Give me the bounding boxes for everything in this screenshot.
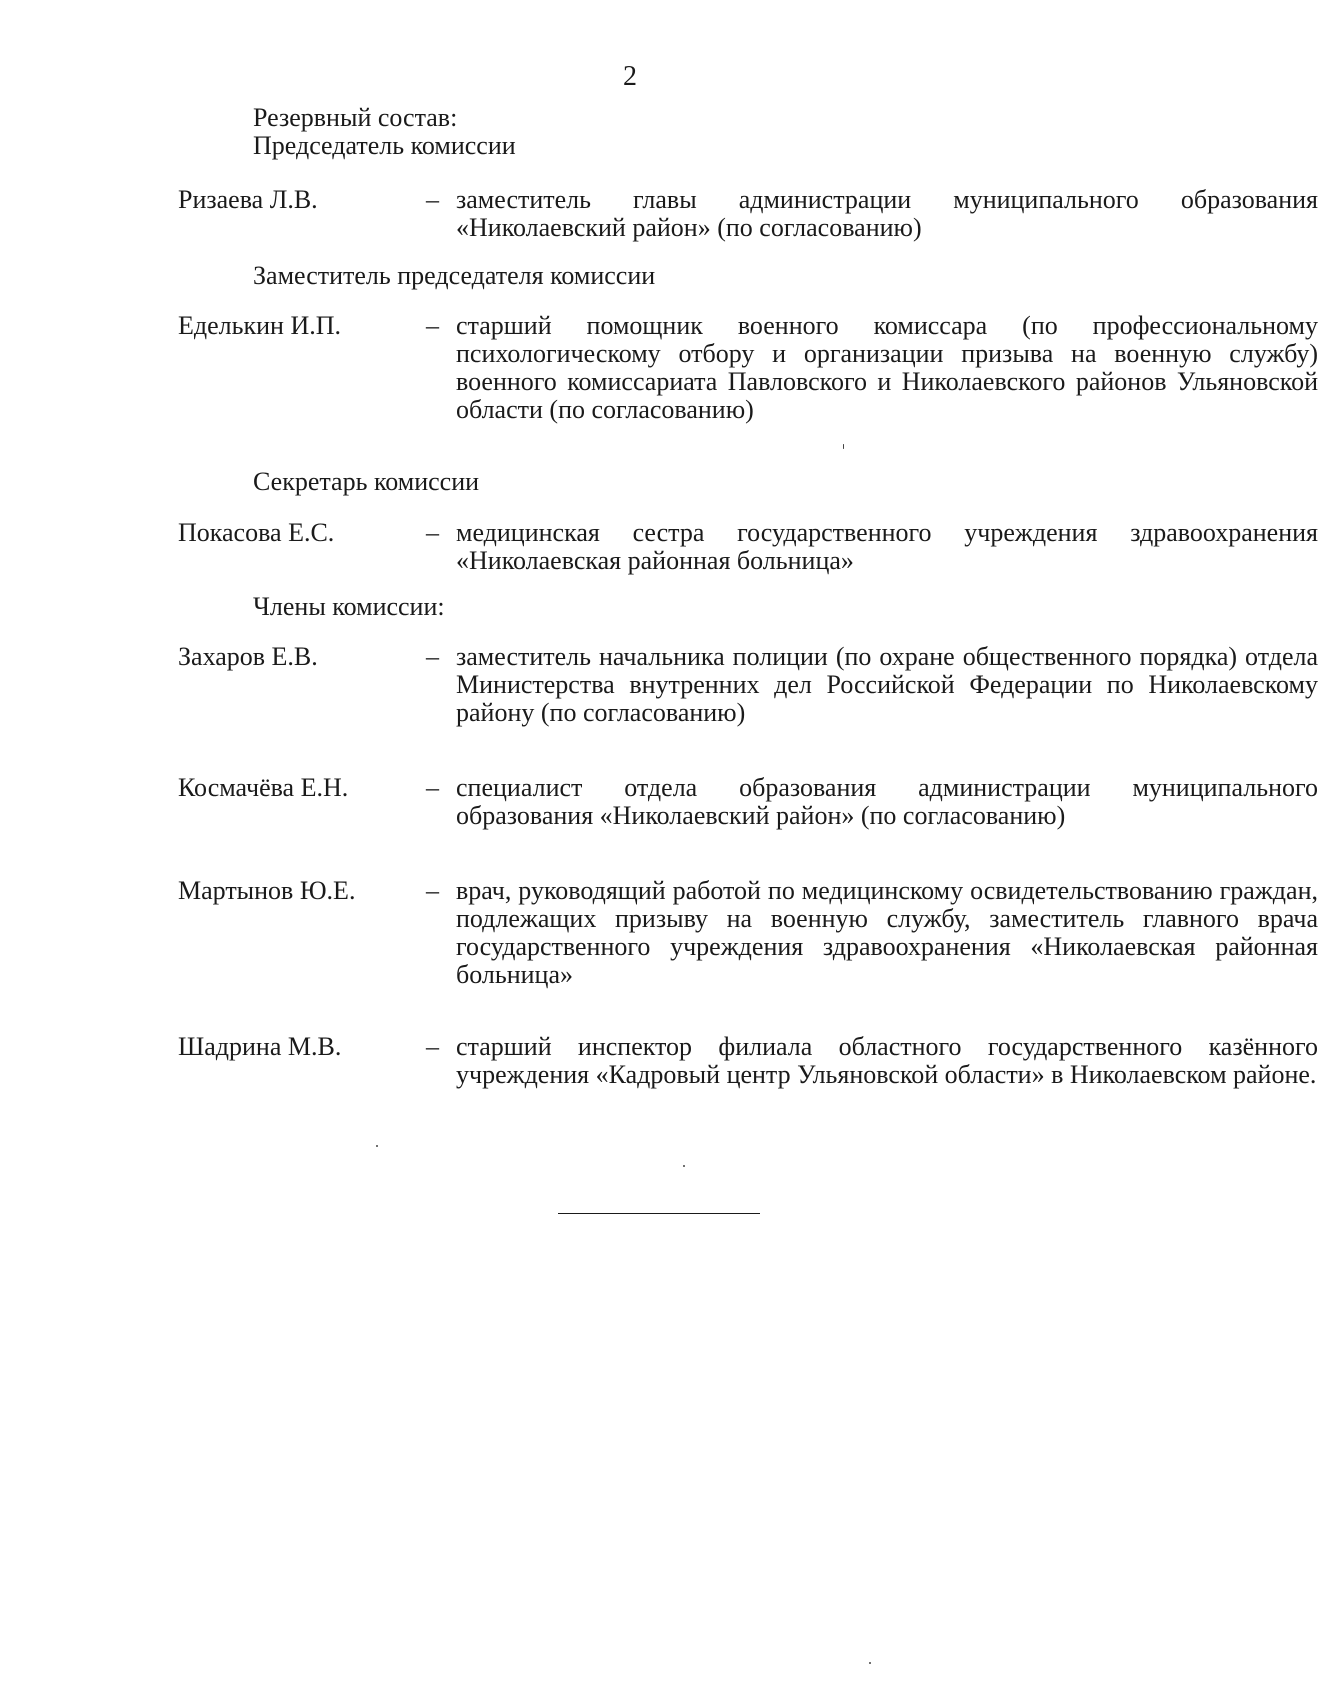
scan-speck [376, 1145, 378, 1147]
entry-kosmacheva [178, 773, 1318, 830]
entry-dash: – [426, 518, 439, 547]
chairman-heading: Председатель комиссии [253, 131, 516, 160]
entry-shadrina [178, 1032, 1318, 1089]
scan-speck [683, 1165, 685, 1167]
closing-rule [558, 1213, 760, 1214]
scan-speck [869, 1662, 871, 1664]
entry-name: Мартынов Ю.Е. [178, 876, 356, 905]
reserve-heading: Резервный состав: [253, 103, 458, 132]
entry-martynov [178, 876, 1318, 989]
entry-description: заместитель начальника полиции (по охране общественного порядка) отдела Министерства внутренних дел Российской Федерации по Николаевскому району (по согласованию) [456, 642, 1318, 727]
entry-description: старший помощник военного комиссара (по профессиональному психологическому отбору и организации призыва на военную службу) военного комиссариата Павловского и Николаевского районов Ульяновской области (по согласованию) [456, 311, 1318, 424]
page-number: 2 [623, 61, 637, 92]
entry-name: Покасова Е.С. [178, 518, 335, 547]
entry-dash: – [426, 876, 439, 905]
entry-name: Ризаева Л.В. [178, 185, 318, 214]
entry-zakharov [178, 642, 1318, 727]
entry-description: специалист отдела образования администрации муниципального образования «Николаевский район» (по согласованию) [456, 773, 1318, 830]
entry-name: Космачёва Е.Н. [178, 773, 349, 802]
entry-description: старший инспектор филиала областного государственного казённого учреждения «Кадровый центр Ульяновской области» в Николаевском районе. [456, 1032, 1318, 1089]
secretary-heading: Секретарь комиссии [253, 467, 480, 496]
entry-rizaeva [178, 185, 1318, 242]
entry-name: Шадрина М.В. [178, 1032, 342, 1061]
entry-dash: – [426, 773, 439, 802]
entry-dash: – [426, 185, 439, 214]
entry-dash: – [426, 311, 439, 340]
entry-edelkin [178, 311, 1318, 424]
members-heading: Члены комиссии: [253, 592, 445, 621]
entry-name: Захаров Е.В. [178, 642, 318, 671]
entry-dash: – [426, 1032, 439, 1061]
entry-name: Еделькин И.П. [178, 311, 341, 340]
entry-description: медицинская сестра государственного учреждения здравоохранения «Николаевская районная больница» [456, 518, 1318, 575]
scan-speck [843, 444, 844, 449]
entry-pokasova [178, 518, 1318, 575]
deputy-heading: Заместитель председателя комиссии [253, 261, 656, 290]
entry-dash: – [426, 642, 439, 671]
entry-description: заместитель главы администрации муниципального образования «Николаевский район» (по согласованию) [456, 185, 1318, 242]
entry-description: врач, руководящий работой по медицинскому освидетельствованию граждан, подлежащих призыву на военную службу, заместитель главного врача государственного учреждения здравоохранения «Николаевская районная больница» [456, 876, 1318, 989]
